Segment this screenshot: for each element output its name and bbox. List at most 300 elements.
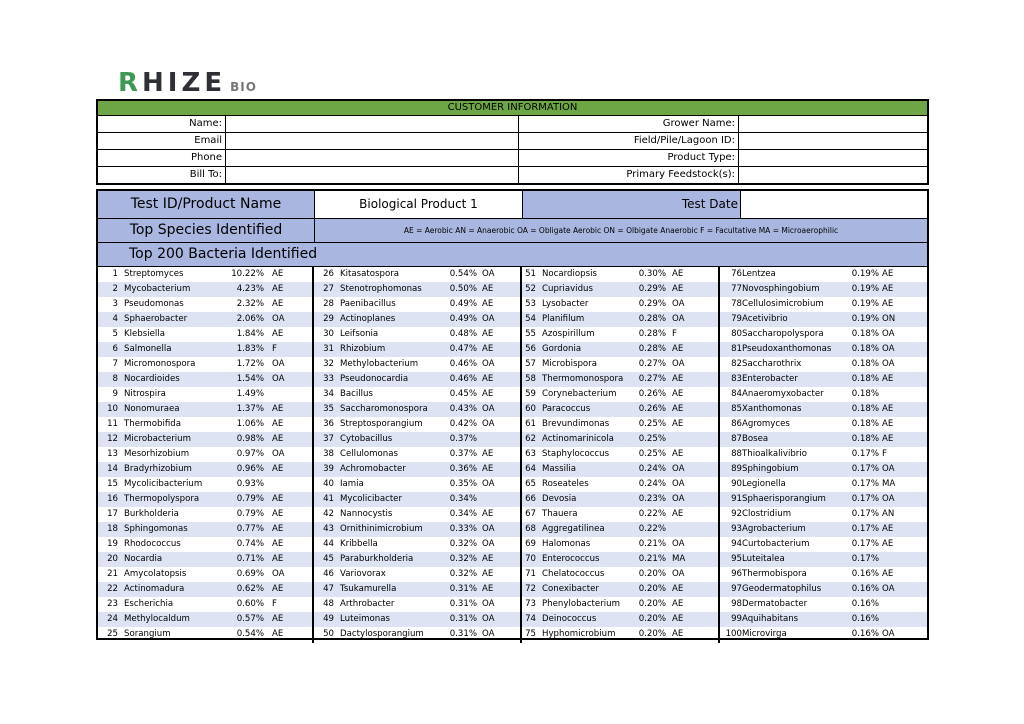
bacteria-row: [98, 327, 312, 342]
bacteria-genus: Nannocystis: [340, 509, 393, 519]
bacteria-percent: 1.37%: [236, 404, 264, 414]
product-type-label: Product Type:: [519, 150, 739, 166]
bacteria-row: [98, 357, 312, 372]
bacteria-rank: 14: [107, 464, 118, 474]
bacteria-row: [522, 552, 718, 567]
bacteria-rank: 47: [323, 584, 334, 594]
bacteria-genus: Sphingobium: [742, 464, 799, 474]
bacteria-genus: Hyphomicrobium: [542, 629, 616, 639]
bacteria-genus: Luteitalea: [742, 554, 785, 564]
bacteria-percent: 0.32%: [449, 554, 477, 564]
bacteria-genus: Micromonospora: [124, 359, 196, 369]
email-field[interactable]: [226, 133, 519, 149]
bacteria-genus: Anaeromyxobacter: [742, 389, 824, 399]
bacteria-genus: Sphaerobacter: [124, 314, 188, 324]
bacteria-rank: 69: [525, 539, 536, 549]
bacteria-row: [522, 282, 718, 297]
bacteria-rank: 19: [107, 539, 118, 549]
bacteria-percent: 10.22%: [231, 269, 264, 279]
bacteria-percent: 0.20%: [638, 569, 666, 579]
bacteria-rank: 40: [323, 479, 334, 489]
primary-feedstock-field[interactable]: [739, 167, 927, 183]
bacteria-row: [522, 327, 718, 342]
bacteria-row: [314, 507, 520, 522]
bacteria-genus: Variovorax: [340, 569, 386, 579]
bacteria-percent: 0.57%: [236, 614, 264, 624]
bacteria-row: [314, 582, 520, 597]
bacteria-rank: 82: [731, 359, 742, 369]
bacteria-rank: 39: [323, 464, 334, 474]
bacteria-percent: 0.42%: [449, 419, 477, 429]
bacteria-row: [720, 507, 927, 522]
bacteria-row: [720, 402, 927, 417]
bacteria-oxygen-type: AE: [272, 464, 284, 474]
bacteria-rank: 76: [731, 269, 742, 279]
bacteria-rank: 6: [112, 344, 118, 354]
bacteria-row: [720, 267, 927, 282]
results-table: [96, 189, 929, 640]
bacteria-percent: 1.54%: [236, 374, 264, 384]
bacteria-percent: 0.16%: [851, 614, 879, 624]
bacteria-percent: 1.49%: [236, 389, 264, 399]
bacteria-rank: 87: [731, 434, 742, 444]
bacteria-row: [522, 627, 718, 642]
bacteria-row: [720, 522, 927, 537]
bacteria-percent: 0.97%: [236, 449, 264, 459]
bacteria-genus: Microvirga: [742, 629, 787, 639]
bacteria-row: [98, 627, 312, 642]
bacteria-row: [720, 537, 927, 552]
bacteria-rank: 9: [112, 389, 118, 399]
bacteria-genus: Roseateles: [542, 479, 589, 489]
bacteria-genus: Staphylococcus: [542, 449, 610, 459]
bacteria-rank: 90: [731, 479, 742, 489]
bacteria-rank: 36: [323, 419, 334, 429]
bacteria-percent: 0.26%: [638, 404, 666, 414]
bacteria-genus: Cellulosimicrobium: [742, 299, 824, 309]
bacteria-oxygen-type: AE: [482, 284, 494, 294]
bacteria-percent: 0.27%: [638, 374, 666, 384]
bacteria-percent: 0.31%: [449, 584, 477, 594]
bacteria-oxygen-type: AE: [882, 539, 894, 549]
field-pile-lagoon-id-field[interactable]: [739, 133, 927, 149]
bacteria-genus: Salmonella: [124, 344, 172, 354]
bacteria-row: [522, 372, 718, 387]
bacteria-percent: 1.06%: [236, 419, 264, 429]
bacteria-rank: 2: [112, 284, 118, 294]
bacteria-percent: 0.17%: [851, 464, 879, 474]
bacteria-genus: Dactylosporangium: [340, 629, 424, 639]
bacteria-oxygen-type: AE: [482, 374, 494, 384]
bacteria-percent: 0.22%: [638, 509, 666, 519]
bacteria-percent: 0.96%: [236, 464, 264, 474]
bacteria-genus: Iamia: [340, 479, 364, 489]
bacteria-row: [522, 402, 718, 417]
bacteria-rank: 96: [731, 569, 742, 579]
bacteria-genus: Corynebacterium: [542, 389, 617, 399]
bacteria-percent: 0.46%: [449, 359, 477, 369]
bacteria-row: [522, 432, 718, 447]
bacteria-oxygen-type: AE: [272, 584, 284, 594]
bacteria-oxygen-type: AN: [882, 509, 895, 519]
bacteria-rank: 4: [112, 314, 118, 324]
bacteria-row: [720, 627, 927, 642]
bacteria-percent: 0.18%: [851, 374, 879, 384]
field-pile-lagoon-id-label: Field/Pile/Lagoon ID:: [519, 133, 739, 149]
bacteria-percent: 0.21%: [638, 554, 666, 564]
bacteria-row: [720, 432, 927, 447]
bacteria-rank: 21: [107, 569, 118, 579]
bacteria-grid: [98, 267, 927, 643]
logo-brand-initial: R: [118, 68, 143, 98]
bacteria-row: [522, 612, 718, 627]
product-name: Biological Product 1: [315, 191, 523, 218]
bacteria-oxygen-type: AE: [272, 329, 284, 339]
bacteria-rank: 63: [525, 449, 536, 459]
bacteria-row: [720, 312, 927, 327]
bacteria-percent: 0.16%: [851, 584, 879, 594]
bacteria-rank: 92: [731, 509, 742, 519]
test-row: [98, 191, 927, 219]
bacteria-genus: Saccharothrix: [742, 359, 802, 369]
bacteria-percent: 0.29%: [638, 299, 666, 309]
bacteria-percent: 0.45%: [449, 389, 477, 399]
bacteria-genus: Azospirillum: [542, 329, 595, 339]
bacteria-oxygen-type: OA: [672, 569, 685, 579]
bacteria-genus: Chelatococcus: [542, 569, 605, 579]
bacteria-percent: 0.20%: [638, 629, 666, 639]
bacteria-percent: 0.18%: [851, 344, 879, 354]
bacteria-row: [314, 417, 520, 432]
bacteria-genus: Lentzea: [742, 269, 776, 279]
bacteria-rank: 98: [731, 599, 742, 609]
bacteria-percent: 0.35%: [449, 479, 477, 489]
bacteria-percent: 0.21%: [638, 539, 666, 549]
name-label: Name:: [98, 116, 226, 132]
bacteria-genus: Klebsiella: [124, 329, 165, 339]
bacteria-row: [314, 387, 520, 402]
bacteria-rank: 94: [731, 539, 742, 549]
bacteria-rank: 75: [525, 629, 536, 639]
bacteria-oxygen-type: OA: [882, 584, 895, 594]
bacteria-percent: 1.83%: [236, 344, 264, 354]
bacteria-genus: Streptosporangium: [340, 419, 423, 429]
bacteria-percent: 0.17%: [851, 539, 879, 549]
bacteria-percent: 0.31%: [449, 614, 477, 624]
bacteria-genus: Mesorhizobium: [124, 449, 190, 459]
bacteria-oxygen-type: OA: [672, 539, 685, 549]
bacteria-row: [98, 492, 312, 507]
bacteria-rank: 35: [323, 404, 334, 414]
email-label: Email: [98, 133, 226, 149]
bacteria-genus: Thioalkalivibrio: [742, 449, 807, 459]
bacteria-genus: Methylocaldum: [124, 614, 190, 624]
name-field[interactable]: [226, 116, 519, 132]
bacteria-genus: Arthrobacter: [340, 599, 395, 609]
bacteria-percent: 0.50%: [449, 284, 477, 294]
bacteria-rank: 86: [731, 419, 742, 429]
bacteria-rank: 72: [525, 584, 536, 594]
bacteria-oxygen-type: AE: [272, 269, 284, 279]
bacteria-rank: 49: [323, 614, 334, 624]
test-date-label: Test Date: [523, 191, 741, 218]
bacteria-row: [522, 582, 718, 597]
bacteria-genus: Agrobacterium: [742, 524, 806, 534]
bacteria-row: [720, 372, 927, 387]
test-id-label: Test ID/Product Name: [98, 191, 315, 218]
bacteria-rank: 26: [323, 269, 334, 279]
bacteria-rank: 43: [323, 524, 334, 534]
bacteria-oxygen-type: OA: [272, 359, 285, 369]
bacteria-rank: 68: [525, 524, 536, 534]
bacteria-column: [720, 267, 927, 643]
bacteria-rank: 83: [731, 374, 742, 384]
bacteria-percent: 0.34%: [449, 494, 477, 504]
bacteria-oxygen-type: AE: [272, 419, 284, 429]
bacteria-row: [720, 417, 927, 432]
bacteria-percent: 0.54%: [236, 629, 264, 639]
bacteria-genus: Rhodococcus: [124, 539, 181, 549]
bacteria-rank: 95: [731, 554, 742, 564]
bacteria-row: [720, 477, 927, 492]
bacteria-oxygen-type: AE: [272, 524, 284, 534]
bacteria-rank: 13: [107, 449, 118, 459]
bacteria-percent: 0.19%: [851, 269, 879, 279]
bacteria-oxygen-type: OA: [482, 524, 495, 534]
bacteria-oxygen-type: AE: [272, 539, 284, 549]
bacteria-row: [314, 432, 520, 447]
bacteria-rank: 88: [731, 449, 742, 459]
bacteria-rank: 84: [731, 389, 742, 399]
bacteria-row: [98, 267, 312, 282]
bacteria-genus: Thermobifida: [124, 419, 181, 429]
bacteria-percent: 4.23%: [236, 284, 264, 294]
bacteria-row: [314, 552, 520, 567]
bacteria-row: [314, 492, 520, 507]
bacteria-genus: Aggregatilinea: [542, 524, 605, 534]
bacteria-percent: 0.16%: [851, 629, 879, 639]
bacteria-genus: Amycolatopsis: [124, 569, 187, 579]
customer-information-header: CUSTOMER INFORMATION: [98, 101, 927, 116]
bacteria-row: [98, 447, 312, 462]
bacteria-percent: 0.31%: [449, 599, 477, 609]
bacteria-oxygen-type: OA: [482, 539, 495, 549]
bacteria-genus: Planifilum: [542, 314, 585, 324]
test-date-field[interactable]: [741, 191, 927, 218]
bacteria-row: [522, 597, 718, 612]
bacteria-title: Top 200 Bacteria Identified: [98, 243, 927, 267]
bacteria-genus: Enterococcus: [542, 554, 600, 564]
bacteria-oxygen-type: OA: [272, 449, 285, 459]
bacteria-rank: 65: [525, 479, 536, 489]
bacteria-genus: Paenibacillus: [340, 299, 396, 309]
bacteria-row: [98, 567, 312, 582]
bacteria-oxygen-type: OA: [882, 494, 895, 504]
bacteria-oxygen-type: OA: [672, 464, 685, 474]
bacteria-oxygen-type: OA: [672, 314, 685, 324]
bacteria-genus: Novosphingobium: [742, 284, 820, 294]
bacteria-genus: Thermobispora: [742, 569, 807, 579]
bacteria-row: [720, 327, 927, 342]
bacteria-percent: 0.47%: [449, 344, 477, 354]
bacteria-oxygen-type: AE: [482, 569, 494, 579]
bacteria-oxygen-type: AE: [672, 374, 684, 384]
bacteria-oxygen-type: AE: [482, 344, 494, 354]
bacteria-rank: 29: [323, 314, 334, 324]
bacteria-percent: 0.20%: [638, 599, 666, 609]
bacteria-genus: Legionella: [742, 479, 786, 489]
bacteria-rank: 89: [731, 464, 742, 474]
bacteria-row: [314, 537, 520, 552]
bacteria-rank: 81: [731, 344, 742, 354]
bacteria-oxygen-type: OA: [672, 479, 685, 489]
bacteria-rank: 20: [107, 554, 118, 564]
bacteria-rank: 60: [525, 404, 536, 414]
bacteria-genus: Mycolicibacterium: [124, 479, 203, 489]
bacteria-percent: 0.71%: [236, 554, 264, 564]
bacteria-rank: 78: [731, 299, 742, 309]
bacteria-rank: 54: [525, 314, 536, 324]
bacteria-row: [720, 582, 927, 597]
bacteria-oxygen-type: OA: [882, 359, 895, 369]
bacteria-row: [98, 462, 312, 477]
bacteria-rank: 91: [731, 494, 742, 504]
bacteria-percent: 0.20%: [638, 614, 666, 624]
bacteria-percent: 0.60%: [236, 599, 264, 609]
bacteria-row: [522, 567, 718, 582]
bacteria-genus: Curtobacterium: [742, 539, 810, 549]
bacteria-genus: Leifsonia: [340, 329, 379, 339]
bacteria-genus: Saccharomonospora: [340, 404, 428, 414]
bacteria-column: [522, 267, 720, 643]
bacteria-rank: 56: [525, 344, 536, 354]
bacteria-row: [98, 387, 312, 402]
bacteria-genus: Aquihabitans: [742, 614, 799, 624]
bacteria-row: [522, 462, 718, 477]
bacteria-genus: Conexibacter: [542, 584, 599, 594]
bacteria-rank: 1: [112, 269, 118, 279]
bacteria-rank: 70: [525, 554, 536, 564]
bacteria-percent: 0.27%: [638, 359, 666, 369]
product-type-field[interactable]: [739, 150, 927, 166]
bacteria-oxygen-type: AE: [272, 554, 284, 564]
bacteria-percent: 0.43%: [449, 404, 477, 414]
bacteria-oxygen-type: OA: [482, 614, 495, 624]
bacteria-oxygen-type: AE: [882, 299, 894, 309]
bill-to-label: Bill To:: [98, 167, 226, 183]
bacteria-oxygen-type: AE: [882, 419, 894, 429]
bacteria-percent: 0.19%: [851, 314, 879, 324]
bacteria-percent: 0.26%: [638, 389, 666, 399]
bacteria-genus: Paracoccus: [542, 404, 591, 414]
grower-name-field[interactable]: [739, 116, 927, 132]
bacteria-oxygen-type: OA: [672, 359, 685, 369]
bacteria-genus: Acetivibrio: [742, 314, 788, 324]
bacteria-percent: 0.18%: [851, 434, 879, 444]
bacteria-rank: 55: [525, 329, 536, 339]
bacteria-rank: 44: [323, 539, 334, 549]
phone-label: Phone: [98, 150, 226, 166]
bacteria-percent: 0.17%: [851, 449, 879, 459]
logo-brand: [118, 70, 226, 96]
bacteria-oxygen-type: AE: [882, 284, 894, 294]
bacteria-row: [314, 312, 520, 327]
bacteria-percent: 0.37%: [449, 434, 477, 444]
bacteria-rank: 71: [525, 569, 536, 579]
bacteria-row: [314, 297, 520, 312]
bacteria-oxygen-type: OA: [882, 329, 895, 339]
bacteria-rank: 15: [107, 479, 118, 489]
bacteria-rank: 67: [525, 509, 536, 519]
bacteria-rank: 100: [725, 629, 742, 639]
bacteria-percent: 0.32%: [449, 539, 477, 549]
bacteria-rank: 57: [525, 359, 536, 369]
bacteria-percent: 0.24%: [638, 464, 666, 474]
bacteria-percent: 0.25%: [638, 449, 666, 459]
phone-field[interactable]: [226, 150, 519, 166]
bacteria-rank: 93: [731, 524, 742, 534]
bacteria-oxygen-type: AE: [482, 449, 494, 459]
bacteria-percent: 0.17%: [851, 509, 879, 519]
bacteria-rank: 22: [107, 584, 118, 594]
bacteria-genus: Burkholderia: [124, 509, 179, 519]
bacteria-row: [98, 477, 312, 492]
bacteria-oxygen-type: OA: [672, 494, 685, 504]
bacteria-row: [98, 507, 312, 522]
bacteria-rank: 51: [525, 269, 536, 279]
bacteria-percent: 0.24%: [638, 479, 666, 489]
bacteria-oxygen-type: MA: [882, 479, 896, 489]
bacteria-percent: 0.46%: [449, 374, 477, 384]
bacteria-row: [522, 492, 718, 507]
bacteria-rank: 38: [323, 449, 334, 459]
bill-to-field[interactable]: [226, 167, 519, 183]
bacteria-oxygen-type: OA: [482, 599, 495, 609]
bacteria-row: [98, 402, 312, 417]
bacteria-genus: Rhizobium: [340, 344, 386, 354]
bacteria-rank: 31: [323, 344, 334, 354]
bacteria-row: [314, 612, 520, 627]
bacteria-rank: 62: [525, 434, 536, 444]
bacteria-row: [522, 312, 718, 327]
bacteria-genus: Nitrospira: [124, 389, 166, 399]
bacteria-genus: Sorangium: [124, 629, 171, 639]
bacteria-genus: Bradyrhizobium: [124, 464, 192, 474]
bacteria-row: [720, 282, 927, 297]
bacteria-row: [314, 567, 520, 582]
bacteria-oxygen-type: AE: [272, 629, 284, 639]
bacteria-row: [98, 282, 312, 297]
bacteria-oxygen-type: AE: [482, 584, 494, 594]
bacteria-oxygen-type: OA: [482, 629, 495, 639]
bacteria-oxygen-type: AE: [482, 509, 494, 519]
bacteria-row: [314, 372, 520, 387]
bacteria-rank: 10: [107, 404, 118, 414]
bacteria-genus: Bacillus: [340, 389, 373, 399]
bacteria-oxygen-type: OA: [482, 359, 495, 369]
bacteria-row: [720, 552, 927, 567]
bacteria-rank: 53: [525, 299, 536, 309]
bacteria-row: [522, 522, 718, 537]
bacteria-genus: Agromyces: [742, 419, 790, 429]
bacteria-rank: 97: [731, 584, 742, 594]
bacteria-row: [98, 582, 312, 597]
bacteria-percent: 0.31%: [449, 629, 477, 639]
bacteria-percent: 0.29%: [638, 284, 666, 294]
bacteria-rank: 66: [525, 494, 536, 504]
bacteria-percent: 0.28%: [638, 329, 666, 339]
bacteria-row: [720, 297, 927, 312]
